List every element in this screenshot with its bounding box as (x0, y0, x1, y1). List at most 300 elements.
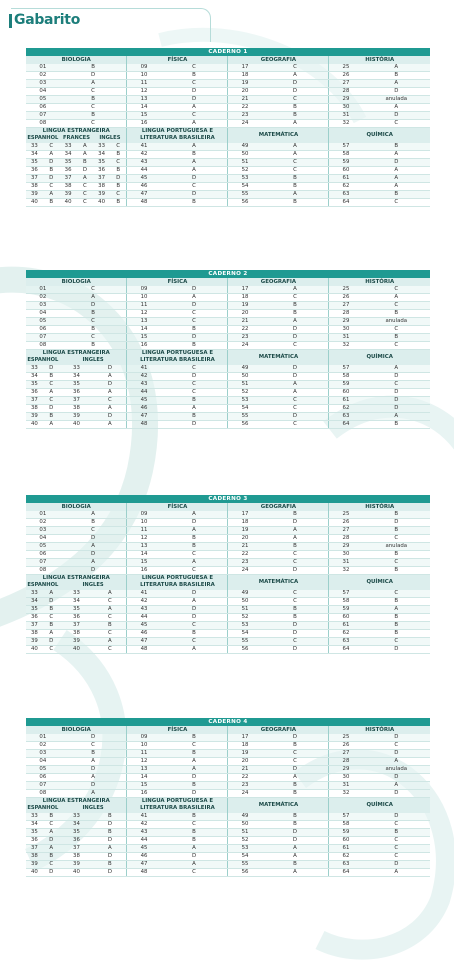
question-number: 38 (30, 629, 38, 636)
question-number: 35 (60, 605, 94, 613)
table-row (26, 190, 430, 198)
portugues-label-line2: LITERATURA BRASILEIRA (140, 357, 215, 364)
language-answer-pair (60, 198, 94, 206)
question-number: 06 (26, 104, 60, 112)
question-number: 33 (60, 813, 94, 821)
question-number: 11 (127, 527, 161, 535)
table-row (26, 551, 430, 559)
question-number: 40 (64, 198, 72, 205)
question-number: 53 (228, 396, 262, 404)
answer-cell: B (161, 396, 228, 404)
answer-cell: A (262, 380, 329, 388)
subject-header-matematica: MATEMÁTICA (228, 575, 329, 590)
table-row (26, 380, 430, 388)
answer-cell: A (60, 774, 127, 782)
question-number: 54 (228, 182, 262, 190)
question-number: 40 (60, 868, 94, 876)
answer-cell: C (60, 334, 127, 342)
answer-cell: A (262, 143, 329, 151)
answer-cell: B (363, 334, 430, 342)
question-number: 46 (127, 629, 161, 637)
table-row (26, 813, 430, 821)
answer-cell: B (363, 629, 430, 637)
question-number: 54 (228, 404, 262, 412)
language-answer-pair (26, 198, 60, 206)
question-number: 30 (329, 774, 363, 782)
answer-cell: A (161, 527, 228, 535)
answer-cell: A (93, 605, 127, 613)
answer-cell: B (60, 750, 127, 758)
subject-header-biologia: BIOLOGIA (26, 503, 127, 511)
question-number: 37 (30, 174, 38, 181)
question-number: 06 (26, 551, 60, 559)
language-answer-pair (93, 143, 127, 151)
answer-cell: D (161, 605, 228, 613)
question-number: 10 (127, 742, 161, 750)
answer-cell: B (60, 64, 127, 72)
question-number: 52 (228, 613, 262, 621)
answer-cell: C (161, 621, 228, 629)
answer-cell: C (116, 158, 121, 165)
answer-cell: C (83, 198, 87, 205)
subject-header-ingles: INGLÊS (60, 357, 127, 365)
question-number: 35 (64, 158, 72, 165)
subject-header-biologia: BIOLOGIA (26, 278, 127, 286)
answer-cell: D (49, 836, 54, 843)
language-answer-pair (26, 166, 60, 174)
subject-header-lingua-estrangeira: LÍNGUA ESTRANGEIRA (26, 575, 127, 583)
question-number: 07 (26, 782, 60, 790)
subject-header-matematica: MATEMÁTICA (228, 798, 329, 813)
question-number: 56 (228, 198, 262, 206)
table-row (26, 96, 430, 104)
answer-cell: C (49, 142, 54, 149)
question-number: 05 (26, 318, 60, 326)
answer-cell: B (60, 342, 127, 350)
answer-cell: A (161, 294, 228, 302)
question-number: 41 (127, 590, 161, 598)
answer-cell: A (262, 120, 329, 128)
question-number: 12 (127, 535, 161, 543)
question-number: 36 (30, 166, 38, 173)
question-number: 29 (329, 766, 363, 774)
table-row (26, 420, 430, 428)
question-number: 58 (329, 372, 363, 380)
question-number: 54 (228, 852, 262, 860)
answer-cell: B (262, 112, 329, 120)
answer-cell: D (161, 174, 228, 182)
answer-cell: B (262, 511, 329, 519)
question-number: 31 (329, 334, 363, 342)
language-answer-pair (26, 820, 60, 828)
answer-cell: A (161, 766, 228, 774)
question-number: 37 (98, 174, 106, 181)
answer-cell: B (363, 613, 430, 621)
question-number: 61 (329, 396, 363, 404)
question-number: 35 (30, 828, 38, 835)
answer-cell: B (161, 535, 228, 543)
answer-cell: C (161, 365, 228, 373)
answer-cell: D (49, 868, 54, 875)
question-number: 02 (26, 294, 60, 302)
answer-cell: D (161, 334, 228, 342)
page-header (0, 0, 454, 38)
question-number: 03 (26, 527, 60, 535)
table-row (26, 621, 430, 629)
question-number: 62 (329, 404, 363, 412)
answer-cell: A (93, 388, 127, 396)
table-row (26, 637, 430, 645)
question-number: 39 (30, 190, 38, 197)
language-answer-pair (26, 613, 60, 621)
question-number: 64 (329, 420, 363, 428)
subject-header-lingua-estrangeira: LÍNGUA ESTRANGEIRA (26, 350, 127, 358)
question-number: 56 (228, 645, 262, 653)
language-answer-pair (60, 190, 94, 198)
language-answer-pair (26, 412, 60, 420)
answer-cell: C (262, 758, 329, 766)
question-number: 40 (30, 198, 38, 205)
answer-cell: C (60, 742, 127, 750)
answer-cell: C (363, 637, 430, 645)
table-row (26, 836, 430, 844)
question-number: 57 (329, 590, 363, 598)
answer-cell: B (161, 342, 228, 350)
question-number: 14 (127, 774, 161, 782)
answer-cell: D (49, 364, 54, 371)
answer-cell: A (49, 190, 54, 197)
table-row (26, 174, 430, 182)
answer-cell: B (60, 519, 127, 527)
question-number: 27 (329, 80, 363, 88)
question-number: 17 (228, 511, 262, 519)
answer-cell: D (262, 567, 329, 575)
question-number: 23 (228, 112, 262, 120)
question-number: 37 (64, 174, 72, 181)
answer-cell: D (262, 734, 329, 742)
question-number: 56 (228, 420, 262, 428)
question-number: 31 (329, 112, 363, 120)
caderno-title: CADERNO 2 (26, 270, 430, 278)
answer-cell: C (262, 590, 329, 598)
subject-header-espanhol: ESPANHOL (27, 805, 59, 812)
portugues-label-line2: LITERATURA BRASILEIRA (140, 582, 215, 589)
question-number: 42 (127, 820, 161, 828)
table-row (26, 64, 430, 72)
language-answer-pair (60, 166, 94, 174)
table-row (26, 326, 430, 334)
answer-cell: A (363, 182, 430, 190)
answer-cell: A (49, 844, 54, 851)
answer-cell: A (262, 535, 329, 543)
answer-cell: B (363, 420, 430, 428)
table-row (26, 120, 430, 128)
answer-cell: D (161, 286, 228, 294)
language-answer-pair (26, 637, 60, 645)
answer-cell: D (49, 637, 54, 644)
question-number: 42 (127, 372, 161, 380)
answer-cell: B (262, 820, 329, 828)
answer-cell: D (363, 372, 430, 380)
subject-header-geografia: GEOGRAFIA (228, 278, 329, 286)
question-number: 13 (127, 318, 161, 326)
question-number: 16 (127, 790, 161, 798)
table-row (26, 72, 430, 80)
question-number: 01 (26, 286, 60, 294)
question-number: 62 (329, 852, 363, 860)
answer-cell: C (262, 294, 329, 302)
question-number: 33 (98, 142, 106, 149)
table-row (26, 758, 430, 766)
question-number: 39 (60, 637, 94, 645)
question-number: 13 (127, 543, 161, 551)
question-number: 04 (26, 310, 60, 318)
subject-header-portugues (127, 350, 228, 365)
answer-cell: D (363, 813, 430, 821)
table-row (26, 158, 430, 166)
answer-cell: C (60, 88, 127, 96)
question-number: 46 (127, 182, 161, 190)
question-number: 12 (127, 88, 161, 96)
question-number: 62 (329, 629, 363, 637)
answer-cell: D (262, 629, 329, 637)
subject-header-lingua-estrangeira: LÍNGUA ESTRANGEIRA (26, 128, 127, 136)
question-number: 22 (228, 104, 262, 112)
question-number: 60 (329, 388, 363, 396)
question-number: 59 (329, 828, 363, 836)
question-number: 33 (30, 812, 38, 819)
answer-cell: C (161, 380, 228, 388)
table-row (26, 868, 430, 876)
answer-cell: C (262, 96, 329, 104)
language-answer-pair (26, 836, 60, 844)
portugues-label-line1: LÍNGUA PORTUGUESA E (141, 575, 214, 582)
question-number: 21 (228, 318, 262, 326)
answer-cell: C (363, 326, 430, 334)
question-number: 53 (228, 621, 262, 629)
answer-cell: C (161, 742, 228, 750)
question-number: 47 (127, 860, 161, 868)
answer-cell: C (262, 342, 329, 350)
answer-cell: B (363, 190, 430, 198)
answer-cell: C (49, 645, 54, 652)
question-number: 29 (329, 96, 363, 104)
answer-cell: A (363, 758, 430, 766)
answer-cell: C (161, 637, 228, 645)
answer-cell: A (83, 142, 87, 149)
answer-cell: C (363, 559, 430, 567)
answer-cell: A (60, 790, 127, 798)
question-number: 10 (127, 519, 161, 527)
answer-cell: A (83, 174, 87, 181)
answer-cell: B (161, 543, 228, 551)
answer-cell: B (363, 621, 430, 629)
question-number: 53 (228, 174, 262, 182)
answer-cell: D (60, 567, 127, 575)
question-number: 33 (30, 142, 38, 149)
answer-cell: A (363, 294, 430, 302)
subject-header-quimica: QUÍMICA (329, 128, 430, 143)
answer-cell: D (93, 820, 127, 828)
answer-cell: B (161, 72, 228, 80)
question-number: 32 (329, 790, 363, 798)
question-number: 24 (228, 790, 262, 798)
question-number: 04 (26, 535, 60, 543)
answer-cell: A (363, 104, 430, 112)
question-number: 08 (26, 342, 60, 350)
table-row (26, 310, 430, 318)
answer-cell: D (161, 420, 228, 428)
question-number: 24 (228, 342, 262, 350)
answer-cell: A (161, 511, 228, 519)
answer-cell: A (83, 150, 87, 157)
table-row (26, 342, 430, 350)
question-number: 18 (228, 294, 262, 302)
answer-cell: C (49, 380, 54, 387)
answer-cell: D (262, 80, 329, 88)
question-number: 39 (30, 412, 38, 419)
answer-cell: C (161, 318, 228, 326)
question-number: 41 (127, 813, 161, 821)
subject-header-biologia: BIOLOGIA (26, 56, 127, 64)
answer-cell: A (262, 852, 329, 860)
question-number: 09 (127, 734, 161, 742)
question-number: 41 (127, 365, 161, 373)
answer-cell: D (49, 404, 54, 411)
answer-cell: A (262, 286, 329, 294)
subject-header-biologia: BIOLOGIA (26, 726, 127, 734)
language-answer-pair (26, 158, 60, 166)
answer-cell: B (49, 412, 54, 419)
answer-cell: B (262, 310, 329, 318)
answer-cell: B (363, 72, 430, 80)
question-number: 38 (30, 404, 38, 411)
answer-cell: B (161, 150, 228, 158)
question-number: 50 (228, 820, 262, 828)
question-number: 07 (26, 334, 60, 342)
answer-cell: A (161, 166, 228, 174)
answer-cell: B (60, 96, 127, 104)
table-row (26, 535, 430, 543)
answer-cell: B (262, 543, 329, 551)
language-answer-pair (93, 166, 127, 174)
question-number: 17 (228, 64, 262, 72)
answer-cell: A (363, 150, 430, 158)
question-number: 60 (329, 166, 363, 174)
question-number: 26 (329, 742, 363, 750)
answer-cell: B (363, 828, 430, 836)
answer-cell: C (262, 750, 329, 758)
portugues-label-line1: LÍNGUA PORTUGUESA E (141, 350, 214, 357)
question-number: 43 (127, 605, 161, 613)
answer-cell: D (363, 645, 430, 653)
answer-cell: D (262, 326, 329, 334)
answer-cell: D (262, 621, 329, 629)
question-number: 51 (228, 158, 262, 166)
question-number: 03 (26, 80, 60, 88)
answer-cell: B (262, 182, 329, 190)
table-row (26, 782, 430, 790)
language-answer-pair (26, 365, 60, 373)
answer-cell: A (363, 166, 430, 174)
answer-cell: A (93, 420, 127, 428)
question-number: 52 (228, 836, 262, 844)
answer-cell: D (262, 412, 329, 420)
question-number: 40 (98, 198, 106, 205)
question-number: 25 (329, 511, 363, 519)
answer-cell: D (161, 96, 228, 104)
question-number: 63 (329, 637, 363, 645)
question-number: 38 (60, 629, 94, 637)
answer-cell: A (262, 190, 329, 198)
answer-cell: B (363, 511, 430, 519)
language-answer-pair (26, 143, 60, 151)
answer-cell: B (83, 158, 87, 165)
question-number: 25 (329, 64, 363, 72)
question-number: 20 (228, 535, 262, 543)
answer-cell: C (363, 120, 430, 128)
portugues-label-line2: LITERATURA BRASILEIRA (140, 805, 215, 812)
question-number: 34 (30, 372, 38, 379)
answer-cell: B (161, 836, 228, 844)
subject-header-portugues (127, 128, 228, 143)
answer-cell: D (262, 828, 329, 836)
answer-cell: B (262, 813, 329, 821)
answer-cell: C (161, 182, 228, 190)
question-number: 25 (329, 286, 363, 294)
question-number: 05 (26, 96, 60, 104)
question-number: 37 (30, 621, 38, 628)
answer-cell: D (161, 774, 228, 782)
answer-cell: D (363, 404, 430, 412)
table-row (26, 396, 430, 404)
answer-cell: B (363, 551, 430, 559)
subject-header-espanhol: ESPANHOL (27, 582, 59, 589)
subject-header-historia: HISTÓRIA (329, 56, 430, 64)
question-number: 36 (64, 166, 72, 173)
question-number: 16 (127, 567, 161, 575)
question-number: 02 (26, 519, 60, 527)
question-number: 19 (228, 750, 262, 758)
question-number: 08 (26, 120, 60, 128)
question-number: 36 (60, 613, 94, 621)
answer-cell: D (60, 782, 127, 790)
language-answer-pair (60, 174, 94, 182)
answer-cell: C (363, 380, 430, 388)
question-number: 35 (30, 158, 38, 165)
answer-cell: D (262, 766, 329, 774)
question-number: 64 (329, 868, 363, 876)
language-answer-pair (93, 150, 127, 158)
question-number: 38 (64, 182, 72, 189)
question-number: 23 (228, 782, 262, 790)
answer-cell: A (262, 844, 329, 852)
language-answer-pair (60, 182, 94, 190)
answer-cell: D (60, 766, 127, 774)
subject-header-fisica: FÍSICA (127, 56, 228, 64)
question-number: 36 (60, 836, 94, 844)
table-row (26, 143, 430, 151)
answer-cell: A (363, 782, 430, 790)
caderno-block (26, 48, 430, 207)
answer-cell: A (161, 645, 228, 653)
language-answer-pair (93, 198, 127, 206)
question-number: 32 (329, 342, 363, 350)
table-row (26, 80, 430, 88)
question-number: 36 (30, 388, 38, 395)
answer-cell: B (262, 742, 329, 750)
answer-cell: A (49, 828, 54, 835)
